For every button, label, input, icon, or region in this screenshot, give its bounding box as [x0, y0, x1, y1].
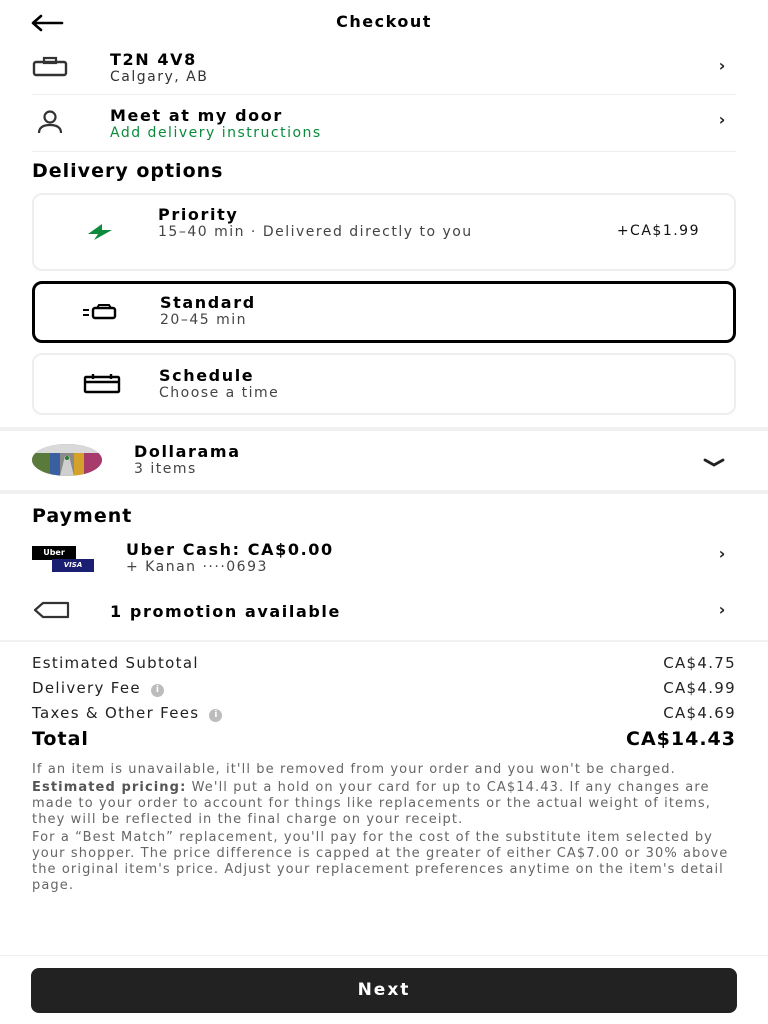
store-row[interactable] [32, 434, 736, 488]
estimated-pricing-label: Estimated pricing: [32, 780, 187, 795]
subtotal-row [32, 654, 736, 676]
taxes-row [32, 704, 736, 726]
next-button[interactable]: Next [31, 968, 737, 1013]
person-icon [32, 108, 68, 136]
schedule-title: Schedule [159, 366, 255, 385]
delivery-fee-row [32, 679, 736, 701]
delivery-option-priority[interactable] [32, 193, 736, 271]
bottom-bar [0, 955, 768, 1024]
schedule-subtitle: Choose a time [159, 385, 280, 401]
total-label: Total [32, 728, 89, 750]
chevron-right-icon: › [718, 56, 726, 75]
add-instructions-link[interactable]: Add delivery instructions [110, 125, 322, 141]
promotion-label: 1 promotion available [110, 602, 341, 621]
delivery-option-standard[interactable] [32, 281, 736, 343]
best-match-note: For a “Best Match” replacement, you'll pay for the cost of the substitute item selected by your shopper. The price difference is capped at the greater of either CA$7.00 or 30% above the original item's price. Adjust your replacement preferences anytime on the item's detail page. [32, 830, 729, 893]
dropoff-title: Meet at my door [110, 106, 283, 125]
priority-subtitle: 15–40 min · Delivered directly to you [158, 224, 473, 240]
chevron-right-icon: › [718, 110, 726, 129]
bolt-icon [84, 223, 116, 245]
order-summary [32, 654, 736, 754]
tag-icon [32, 600, 72, 620]
section-divider [0, 427, 768, 431]
dropoff-row[interactable] [32, 100, 736, 150]
payment-method-row[interactable] [32, 536, 736, 580]
promotion-row[interactable] [32, 594, 736, 630]
store-name: Dollarama [134, 442, 241, 461]
pricing-disclaimer [32, 762, 736, 896]
total-row [32, 728, 736, 754]
standard-title: Standard [160, 293, 256, 312]
standard-subtitle: 20–45 min [160, 312, 247, 328]
priority-title: Priority [158, 205, 239, 224]
section-divider [0, 490, 768, 494]
chevron-down-icon[interactable] [702, 454, 726, 473]
divider [32, 94, 736, 95]
info-icon[interactable]: i [151, 684, 164, 697]
subtotal-label: Estimated Subtotal [32, 654, 199, 672]
address-line1: T2N 4V8 [110, 50, 197, 69]
subtotal-value: CA$4.75 [663, 654, 736, 672]
total-value: CA$14.43 [626, 728, 736, 750]
divider [32, 151, 736, 152]
car-icon [81, 304, 121, 326]
header [0, 0, 768, 46]
estimated-pricing-text: We'll put a hold on your card for up to CA$14.43. If any changes are made to your order to account for things like replacements or the actual weight of items, they will be reflected in the final charge on your receipt. [32, 780, 712, 827]
delivery-fee-value: CA$4.99 [663, 679, 736, 697]
delivery-fee-label: Delivery Fee [32, 679, 141, 697]
delivery-options-title: Delivery options [32, 160, 224, 182]
card-logos [32, 546, 96, 572]
address-line2: Calgary, AB [110, 69, 209, 85]
page-title: Checkout [336, 12, 432, 31]
delivery-option-schedule[interactable] [32, 353, 736, 415]
visa-logo: VISA [52, 559, 94, 572]
section-divider [0, 640, 768, 642]
taxes-value: CA$4.69 [663, 704, 736, 722]
estimated-pricing-note [32, 780, 736, 828]
payment-title: Payment [32, 505, 133, 527]
store-image [32, 444, 102, 476]
priority-price: +CA$1.99 [616, 223, 700, 239]
address-row[interactable] [32, 46, 736, 94]
info-icon[interactable]: i [209, 709, 222, 722]
unavailable-note: If an item is unavailable, it'll be removed from your order and you won't be charged. [32, 762, 676, 777]
taxes-label: Taxes & Other Fees [32, 704, 200, 722]
chevron-right-icon: › [718, 600, 726, 619]
calendar-icon [82, 373, 122, 399]
uber-logo: Uber [32, 546, 76, 560]
chevron-right-icon: › [718, 544, 726, 563]
building-icon [32, 54, 68, 80]
payment-method-title: Uber Cash: CA$0.00 [126, 540, 334, 559]
payment-method-sub: + Kanan ····0693 [126, 559, 268, 575]
store-items-count: 3 items [134, 461, 197, 477]
